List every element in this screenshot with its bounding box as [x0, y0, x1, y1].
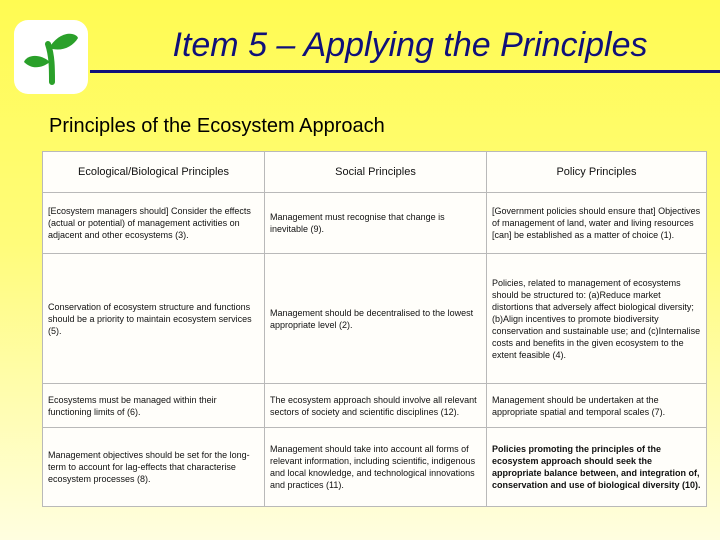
- title-divider: [90, 70, 720, 73]
- table-header-row: [43, 152, 707, 193]
- table-cell: Management should be undertaken at the appropriate spatial and temporal scales (7).: [487, 384, 707, 428]
- table-cell: [Government policies should ensure that] Objectives of management of land, water and living resources [can] be established as a matter of choice (1).: [487, 193, 707, 254]
- table-row: [43, 428, 707, 507]
- table-cell: Ecosystems must be managed within their functioning limits of (6).: [43, 384, 265, 428]
- table-cell: The ecosystem approach should involve all relevant sectors of society and scientific disciplines (12).: [265, 384, 487, 428]
- page-title: Item 5 – Applying the Principles: [172, 26, 648, 64]
- table-cell: Policies promoting the principles of the ecosystem approach should seek the appropriate balance between, and integration of, conservation and use of biological diversity (10).: [487, 428, 707, 507]
- table-row: [43, 384, 707, 428]
- leaf-logo-icon: [12, 18, 90, 96]
- header-policy: Policy Principles: [487, 152, 707, 193]
- table-row: [43, 193, 707, 254]
- section-subtitle: Principles of the Ecosystem Approach: [49, 115, 385, 137]
- table-cell: Management should be decentralised to the lowest appropriate level (2).: [265, 254, 487, 384]
- principles-table: [42, 151, 707, 507]
- table-cell: Policies, related to management of ecosystems should be structured to: (a)Reduce market distortions that adversely affect biological diversity; (b)Align incentives to promote biodiversity conservation and sustainable use; and (c)Internalise costs and benefits in the given ecosystem to the extent feasible (4).: [487, 254, 707, 384]
- table-cell: Management must recognise that change is inevitable (9).: [265, 193, 487, 254]
- table-cell: [Ecosystem managers should] Consider the effects (actual or potential) of management activities on adjacent and other ecosystems (3).: [43, 193, 265, 254]
- table-cell: Conservation of ecosystem structure and functions should be a priority to maintain ecosystem services (5).: [43, 254, 265, 384]
- header-ecological: Ecological/Biological Principles: [43, 152, 265, 193]
- table-cell: Management objectives should be set for the long-term to account for lag-effects that characterise ecosystem processes (8).: [43, 428, 265, 507]
- table-row: [43, 254, 707, 384]
- table-cell: Management should take into account all forms of relevant information, including scientific, indigenous and local knowledge, and technological innovations and practices (11).: [265, 428, 487, 507]
- header-social: Social Principles: [265, 152, 487, 193]
